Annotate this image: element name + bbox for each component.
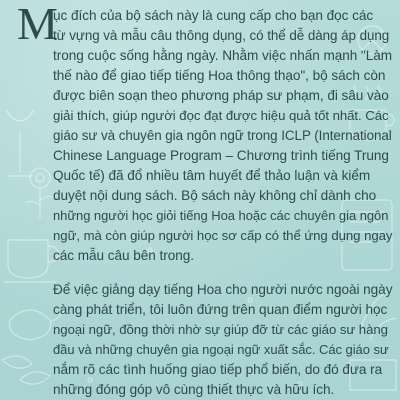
text-line: Chinese Language Program – Chương trình tiếng Trung [53,148,389,163]
text-line: trong cuộc sống hằng ngày. Nhằm việc nhấn mạnh "Làm [53,48,393,63]
text-line: những đóng góp vô cùng thiết thực và hữu ích. [53,382,335,397]
text-line: được biên soạn theo phương pháp sư phạm, đi sâu vào [53,88,389,103]
drop-cap-letter: M [17,0,58,49]
text-line: nắm rõ các tình huống giao tiếp phổ biến, do đó đưa ra [53,362,383,377]
text-line: đầu và những chuyên gia ngoại ngữ xuất sắc. Các giáo sư [53,342,389,357]
text-line: Để việc giảng dạy tiếng Hoa cho người nước ngoài ngày [53,282,393,297]
text-line: thế nào để giao tiếp tiếng Hoa thông thạo", bộ sách còn [53,68,386,83]
text-line: Quốc tế) đã đổ nhiều tâm huyết để thảo luận và kiểm [53,168,371,183]
text-line: càng phát triển, tôi luôn đứng trên quan điểm người học [53,302,388,317]
text-line: những người học giỏi tiếng Hoa hoặc các chuyên gia ngôn [53,208,389,223]
text-line: từ vựng và mẫu câu thông dụng, có thể dễ dàng áp dụng [53,28,390,43]
text-line: ngữ, mà còn giúp người học sơ cấp có thể ứng dụng ngay [53,228,393,243]
text-line: giáo sư và chuyên gia ngôn ngữ trong ICLP (International [53,128,392,143]
text-line: duyệt nội dung sách. Bộ sách này không chỉ dành cho [53,188,377,203]
text-line: các mẫu câu bên trong. [53,248,194,263]
text-line: giải thích, giúp người đọc đạt được hiệu quả tốt nhất. Các [53,108,389,123]
text-line: ngoại ngữ, đồng thời nhờ sự giúp đỡ từ các giáo sư hàng [53,322,388,337]
text-line: ục đích của bộ sách này là cung cấp cho bạn đọc các [53,8,374,23]
